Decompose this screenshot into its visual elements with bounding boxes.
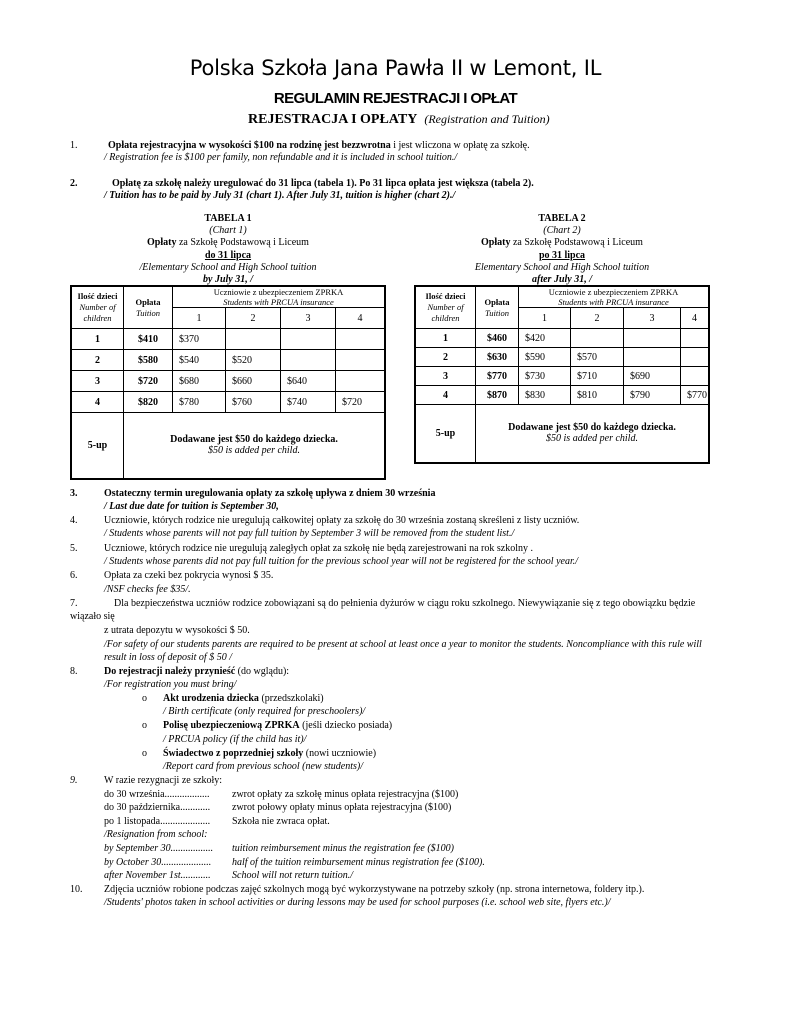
table-2-by: after July 31, / xyxy=(532,274,592,286)
item-9-en: /Resignation from school: xyxy=(104,829,208,840)
item-4-text: Uczniowie, których rodzice nie uregulują całkowitej opłaty za szkołę do 30 września zostaną skreśleni z listy uczniów. xyxy=(104,515,580,526)
item-9-row-3-date: po 1 listopada.................... xyxy=(104,816,211,827)
insured-fee-cell xyxy=(226,329,281,350)
section-title-en: (Registration and Tuition) xyxy=(424,112,550,126)
children-count-cell: 2 xyxy=(415,348,476,367)
item-2-text: Opłatę za szkołę należy uregulować do 31 lipca (tabela 1). Po 31 lipca opłata jest większa (tabela 2). xyxy=(112,178,534,189)
insured-fee-cell: $640 xyxy=(281,371,336,392)
insured-fee-cell xyxy=(571,329,624,348)
table-row xyxy=(71,371,385,392)
table-2-h-oplata: Opłata xyxy=(484,296,510,307)
table-1-col-4: 4 xyxy=(336,308,386,329)
doc-1 xyxy=(163,693,324,705)
table-1-col-2: 2 xyxy=(226,308,281,329)
table-2-fees-bold: Opłaty xyxy=(481,237,511,249)
tuition-cell: $770 xyxy=(476,367,519,386)
item-6-text: Opłata za czeki bez pokrycia wynosi $ 35. xyxy=(104,570,274,581)
item-8-en: /For registration you must bring/ xyxy=(104,679,237,690)
table-1-h-oplata: Opłata xyxy=(135,296,161,307)
section-title-pl: REJESTRACJA I OPŁATY xyxy=(248,112,418,127)
doc-2-bold: Polisę ubezpieczeniową ZPRKA xyxy=(163,720,300,731)
insured-fee-cell: $780 xyxy=(173,392,226,413)
item-9-en-row-2-text: half of the tuition reimbursement minus registration fee ($100). xyxy=(232,857,485,868)
fiveup-cell: 5-up xyxy=(71,413,124,479)
children-count-cell: 1 xyxy=(71,329,124,350)
insured-fee-cell: $730 xyxy=(519,367,571,386)
table-1-caption xyxy=(68,213,388,286)
item-8-text xyxy=(104,666,289,678)
insured-fee-cell xyxy=(336,329,386,350)
insured-fee-cell: $660 xyxy=(226,371,281,392)
table-2-header-children xyxy=(415,286,476,329)
insured-fee-cell: $680 xyxy=(173,371,226,392)
bullet-3: o xyxy=(142,748,147,759)
table-row xyxy=(71,329,385,350)
insured-fee-cell: $570 xyxy=(571,348,624,367)
table-2-h-students-en: Students with PRCUA insurance xyxy=(558,297,669,307)
item-3-number: 3. xyxy=(70,488,78,499)
item-8-bold: Do rejestracji należy przynieść xyxy=(104,666,236,677)
insured-fee-cell xyxy=(336,371,386,392)
regulations-title: REGULAMIN REJESTRACJI I OPŁAT xyxy=(273,90,518,107)
doc-2 xyxy=(163,720,392,732)
item-6-number: 6. xyxy=(70,570,78,581)
item-7-text-c: z utrata depozytu w wysokości $ 50. xyxy=(104,625,250,636)
item-9-text: W razie rezygnacji ze szkoły: xyxy=(104,775,223,786)
item-9-en-row-2-date: by October 30.................... xyxy=(104,857,212,868)
item-9-en-row-3-date: after November 1st............ xyxy=(104,870,211,881)
item-9-row-1-date: do 30 września.................. xyxy=(104,789,210,800)
item-9-row-2-date: do 30 października............ xyxy=(104,802,211,813)
item-1-rest: i jest wliczona w opłatę za szkołę. xyxy=(390,140,530,151)
item-2-en: / Tuition has to be paid by July 31 (chart 1). After July 31, tuition is higher (chart 2)./ xyxy=(104,190,456,201)
tuition-cell: $720 xyxy=(124,371,173,392)
table-1-deadline: do 31 lipca xyxy=(204,249,252,261)
item-9-en-row-3-text: School will not return tuition./ xyxy=(232,870,354,881)
tuition-cell: $870 xyxy=(476,386,519,405)
item-7-en-a: /For safety of our students parents are required to be present at school at least once a year to monitor the students. Noncompliance with this rule will xyxy=(104,639,702,650)
item-1-text xyxy=(108,140,530,152)
table-2-col-1: 1 xyxy=(519,308,571,329)
tuition-cell: $820 xyxy=(124,392,173,413)
item-1-bold: Opłata rejestracyjna w wysokości $100 na rodzinę jest bezzwrotna xyxy=(108,140,391,151)
table-row xyxy=(415,348,709,367)
table-2-fees-rest: za Szkołę Podstawową i Liceum xyxy=(510,237,643,249)
item-4-number: 4. xyxy=(70,515,78,526)
table-1-h-number: Number of children xyxy=(79,302,116,323)
insured-fee-cell xyxy=(624,329,681,348)
insured-fee-cell: $810 xyxy=(571,386,624,405)
item-10-en: /Students' photos taken in school activities or during lessons may be used for school purposes (i.e. school web site, flyers etc.)/ xyxy=(104,897,611,908)
insured-fee-cell xyxy=(624,348,681,367)
table-row xyxy=(415,329,709,348)
item-6-en: /NSF checks fee $35/. xyxy=(104,584,191,595)
tuition-cell: $460 xyxy=(476,329,519,348)
table-row-5up xyxy=(71,413,385,479)
children-count-cell: 1 xyxy=(415,329,476,348)
table-1-h-students-en: Students with PRCUA insurance xyxy=(223,297,334,307)
insured-fee-cell xyxy=(336,350,386,371)
tuition-cell: $580 xyxy=(124,350,173,371)
table-row xyxy=(415,367,709,386)
doc-2-rest: (jeśli dziecko posiada) xyxy=(299,720,393,731)
table-2-h-number: Number of children xyxy=(427,302,464,323)
fee-table-2 xyxy=(414,285,710,464)
insured-fee-cell: $720 xyxy=(336,392,386,413)
item-9-en-row-1-text: tuition reimbursement minus the registration fee ($100) xyxy=(232,843,455,854)
table-row-5up xyxy=(415,405,709,463)
tuition-cell: $410 xyxy=(124,329,173,350)
bullet-1: o xyxy=(142,693,147,704)
table-1-fees-bold: Opłaty xyxy=(147,237,177,249)
section-title xyxy=(248,112,550,128)
table-2-header-tuition xyxy=(476,286,519,329)
item-5-text: Uczniowe, których rodzice nie uregulują zaległych opłat za szkołę nie będą zarejestrowani na rok szkolny . xyxy=(104,543,533,554)
fiveup-note-cell: Dodawane jest $50 do każdego dziecka. $50 is added per child. xyxy=(476,405,710,463)
item-1-number: 1. xyxy=(70,140,78,151)
item-9-en-row-1-date: by September 30................. xyxy=(104,843,214,854)
bullet-2: o xyxy=(142,720,147,731)
children-count-cell: 2 xyxy=(71,350,124,371)
insured-fee-cell: $710 xyxy=(571,367,624,386)
item-5-number: 5. xyxy=(70,543,78,554)
insured-fee-cell: $740 xyxy=(281,392,336,413)
table-1-header-students xyxy=(173,286,386,308)
doc-3-en: /Report card from previous school (new students)/ xyxy=(163,761,363,772)
doc-1-rest: (przedszkolaki) xyxy=(258,693,324,704)
doc-2-en: / PRCUA policy (if the child has it)/ xyxy=(163,734,307,745)
insured-fee-cell xyxy=(681,367,710,386)
children-count-cell: 3 xyxy=(71,371,124,392)
item-7-en-b: result in loss of deposit of $ 50 / xyxy=(104,652,232,663)
doc-3 xyxy=(163,748,376,760)
table-2-chart: (Chart 2) xyxy=(543,225,581,237)
item-2-number: 2. xyxy=(70,178,78,189)
insured-fee-cell: $760 xyxy=(226,392,281,413)
table-row xyxy=(71,350,385,371)
doc-3-rest: (nowi uczniowie) xyxy=(303,748,377,759)
insured-fee-cell: $690 xyxy=(624,367,681,386)
table-2-elem: Elementary School and High School tuition xyxy=(474,261,650,273)
school-name: Polska Szkoła Jana Pawła II w Lemont, IL xyxy=(189,56,602,80)
table-2-col-2: 2 xyxy=(571,308,624,329)
fiveup-note-cell: Dodawane jest $50 do każdego dziecka. $50 is added per child. xyxy=(124,413,386,479)
table-1-header-tuition xyxy=(124,286,173,329)
insured-fee-cell: $790 xyxy=(624,386,681,405)
item-7-text-a: Dla bezpieczeństwa uczniów rodzice zobowiązani są do pełnienia dyżurów w ciągu roku szkolnego. Niewywiązanie się z tego obowiązku będzie xyxy=(114,598,696,609)
item-9-row-2-text: zwrot połowy opłaty minus opłata rejestracyjna ($100) xyxy=(232,802,452,813)
table-1-by: by July 31, / xyxy=(203,274,253,286)
table-2-h-tuition: Tuition xyxy=(484,307,510,318)
item-8-rest: (do wglądu): xyxy=(235,666,290,677)
table-2-h-students-pl: Uczniowie z ubezpieczeniem ZPRKA xyxy=(548,287,679,297)
insured-fee-cell: $370 xyxy=(173,329,226,350)
table-1-title: TABELA 1 xyxy=(204,213,252,224)
item-8-number: 8. xyxy=(70,666,78,677)
table-row xyxy=(71,392,385,413)
insured-fee-cell: $830 xyxy=(519,386,571,405)
doc-1-bold: Akt urodzenia dziecka xyxy=(163,693,259,704)
insured-fee-cell xyxy=(281,329,336,350)
table-1-header-children xyxy=(71,286,124,329)
tuition-cell: $630 xyxy=(476,348,519,367)
table-1-fees-line xyxy=(68,237,388,249)
table-1-chart: (Chart 1) xyxy=(209,225,247,237)
table-row xyxy=(415,386,709,405)
table-1-h-tuition: Tuition xyxy=(135,307,161,318)
table-1-col-1: 1 xyxy=(173,308,226,329)
item-9-number: 9. xyxy=(70,775,78,786)
item-1-en: / Registration fee is $100 per family, non refundable and it is included in school tuition./ xyxy=(104,152,458,163)
item-10-text: Zdjęcia uczniów robione podczas zajęć szkolnych mogą być wykorzystywane na potrzeby szkoły (np. strona internetowa, foldery itp.). xyxy=(104,884,645,895)
insured-fee-cell: $540 xyxy=(173,350,226,371)
table-2-col-3: 3 xyxy=(624,308,681,329)
insured-fee-cell: $420 xyxy=(519,329,571,348)
table-1-h-ilosc: Ilość dzieci xyxy=(77,291,118,301)
table-2-caption xyxy=(402,213,722,286)
doc-3-bold: Świadectwo z poprzedniej szkoły xyxy=(163,748,304,759)
table-2-title: TABELA 2 xyxy=(538,213,586,224)
item-7-number: 7. xyxy=(70,598,78,609)
table-2-fees-line xyxy=(402,237,722,249)
item-10-number: 10. xyxy=(70,884,83,895)
table-2-deadline: po 31 lipca xyxy=(538,249,586,261)
table-1-col-3: 3 xyxy=(281,308,336,329)
fiveup-cell: 5-up xyxy=(415,405,476,463)
table-1-elem: /Elementary School and High School tuition xyxy=(139,261,317,273)
children-count-cell: 4 xyxy=(415,386,476,405)
insured-fee-cell: $520 xyxy=(226,350,281,371)
item-7-text-b: wiązało się xyxy=(70,611,115,622)
item-9-row-1-text: zwrot opłaty za szkołę minus opłata rejestracyjna ($100) xyxy=(232,789,459,800)
children-count-cell: 4 xyxy=(71,392,124,413)
item-5-en: / Students whose parents did not pay full tuition for the previous school year will not be registered for the school year./ xyxy=(104,556,579,567)
insured-fee-cell xyxy=(681,329,710,348)
insured-fee-cell xyxy=(281,350,336,371)
item-9-row-3-text: Szkoła nie zwraca opłat. xyxy=(232,816,330,827)
insured-fee-cell: $770 xyxy=(681,386,710,405)
doc-1-en: / Birth certificate (only required for preschoolers)/ xyxy=(163,706,366,717)
item-4-en: / Students whose parents will not pay full tuition by September 3 will be removed from the student list./ xyxy=(104,528,515,539)
item-3-text: Ostateczny termin uregulowania opłaty za szkołę upływa z dniem 30 września xyxy=(104,488,436,499)
table-1-h-students-pl: Uczniowie z ubezpieczeniem ZPRKA xyxy=(213,287,344,297)
item-3-en: / Last due date for tuition is September 30, xyxy=(104,501,279,512)
table-2-h-ilosc: Ilość dzieci xyxy=(425,291,466,301)
fee-table-1 xyxy=(70,285,386,480)
insured-fee-cell: $590 xyxy=(519,348,571,367)
children-count-cell: 3 xyxy=(415,367,476,386)
insured-fee-cell xyxy=(681,348,710,367)
table-1-fees-rest: za Szkołę Podstawową i Liceum xyxy=(176,237,309,249)
table-2-col-4: 4 xyxy=(681,308,710,329)
table-2-header-students xyxy=(519,286,710,308)
